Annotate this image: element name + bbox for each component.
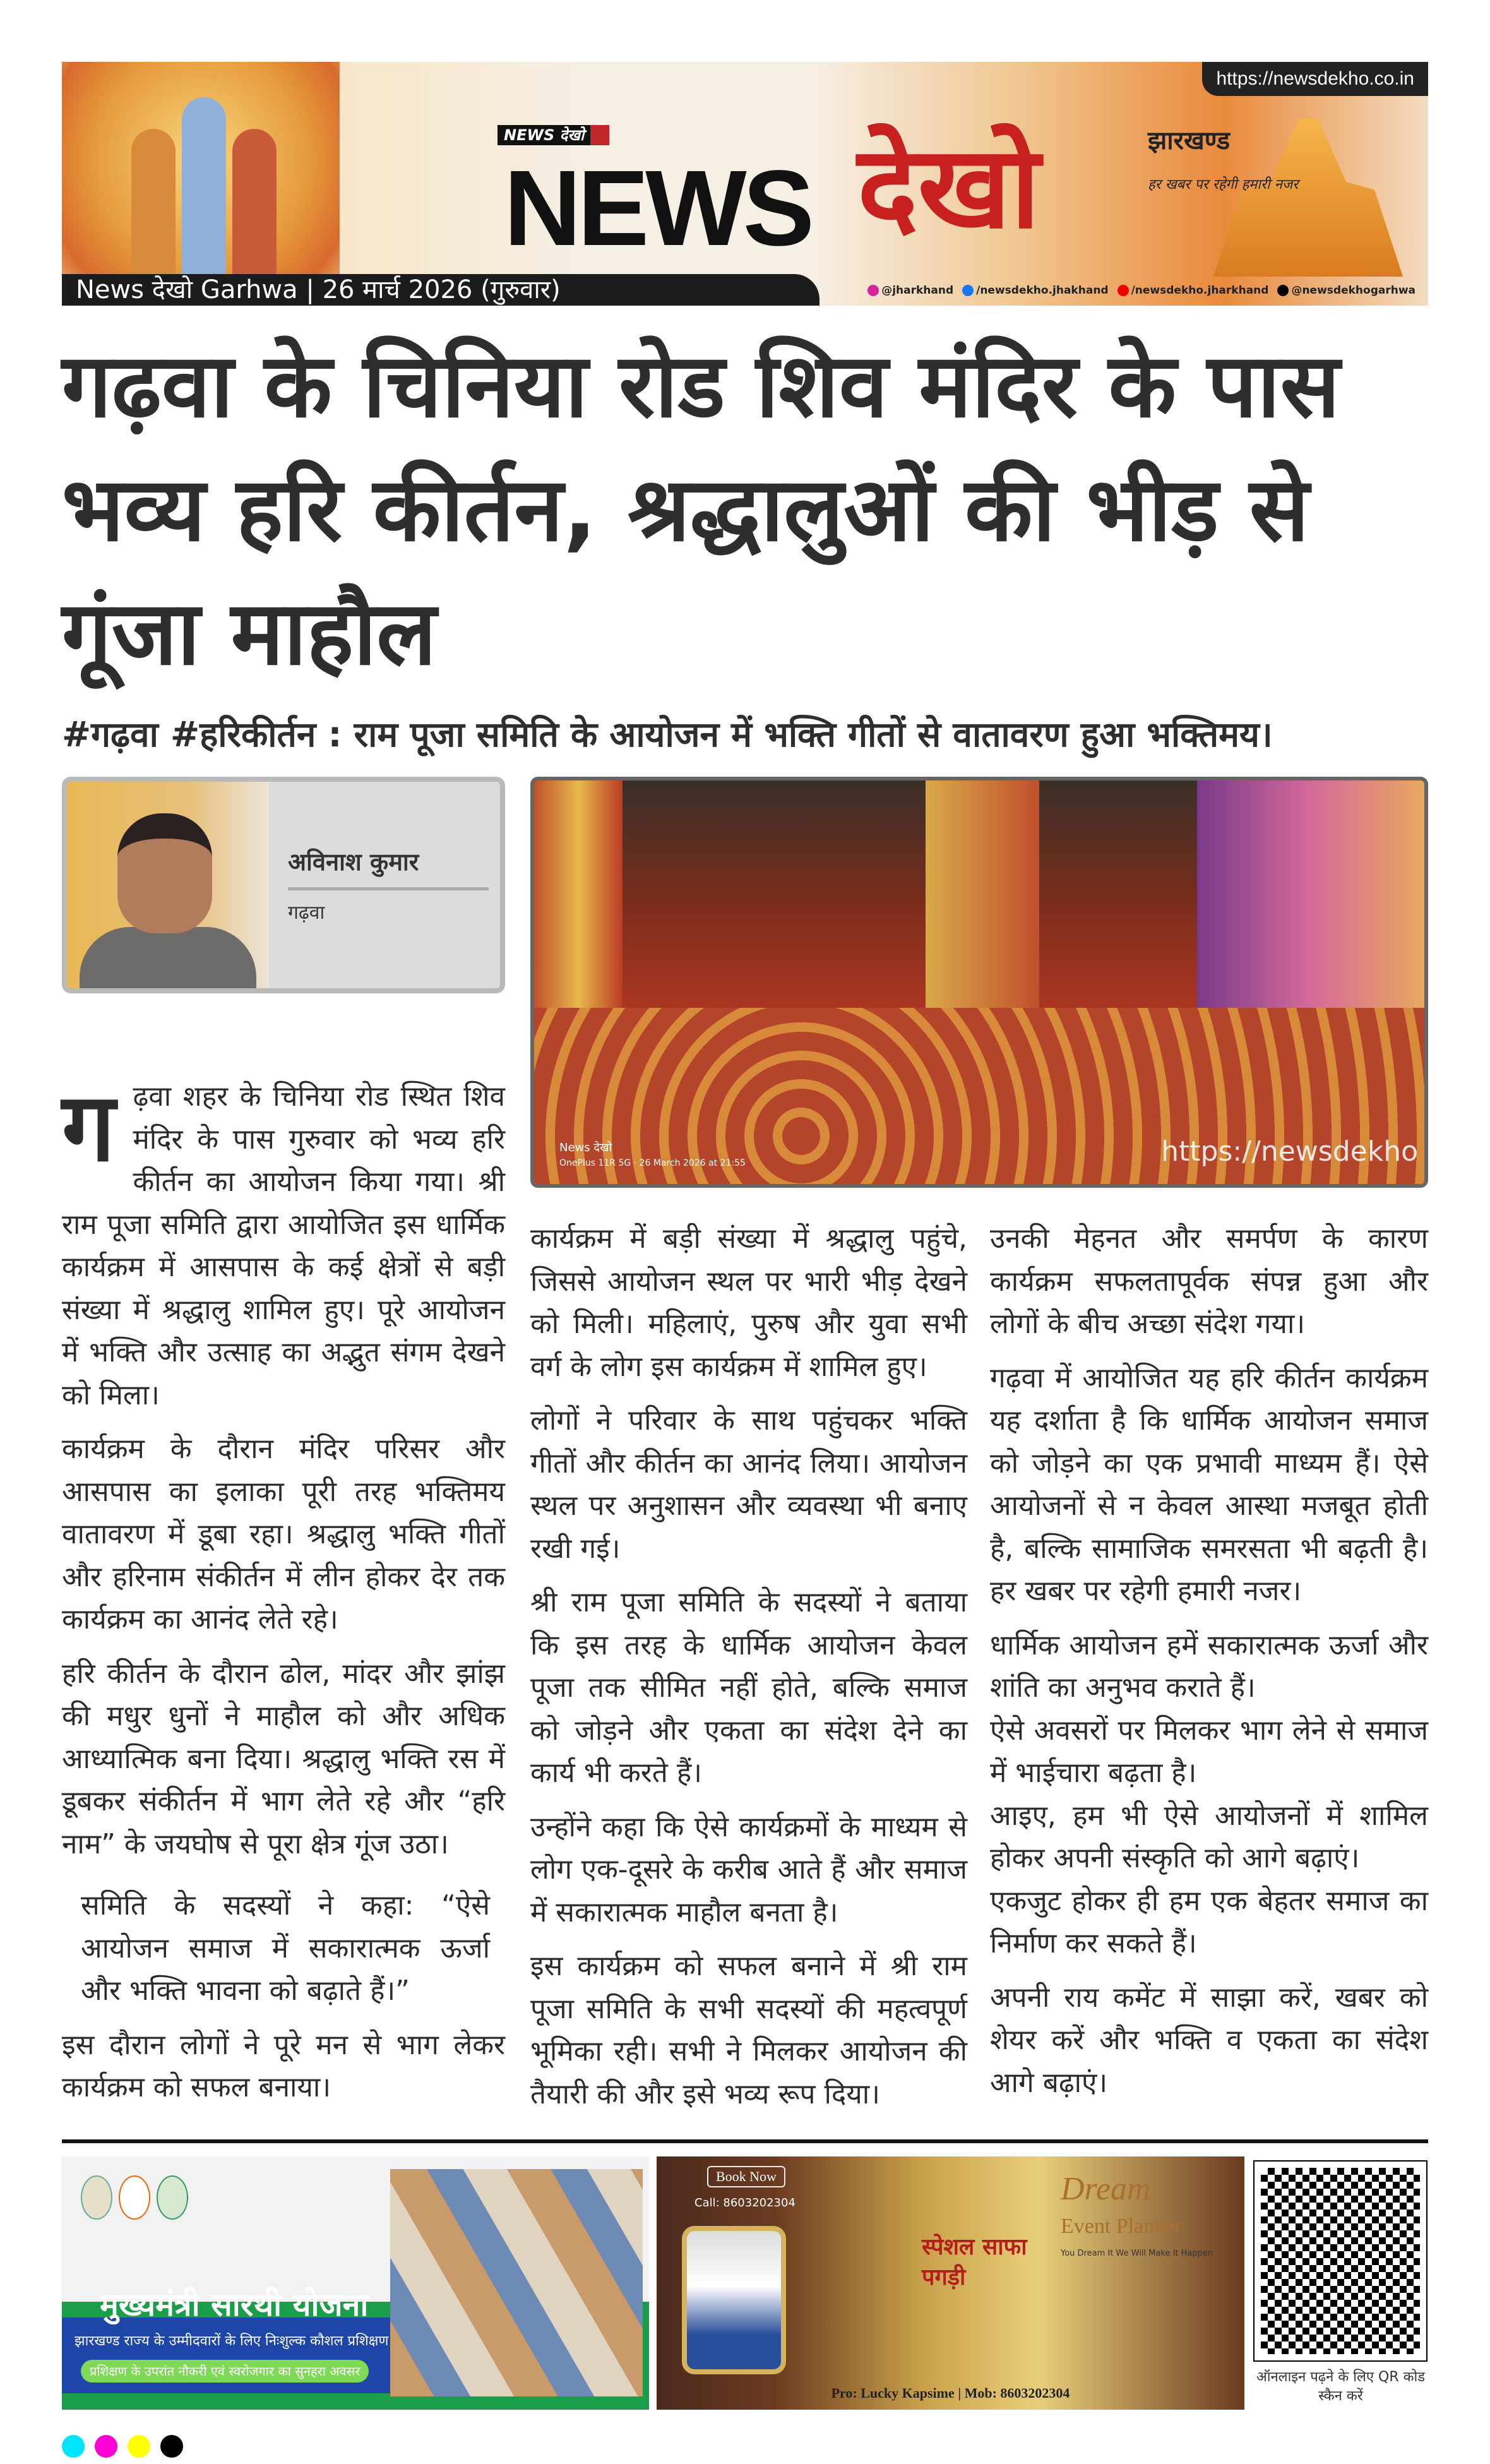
- ad-event-planner: Event Planner: [1061, 2215, 1182, 2239]
- ad-pill: प्रशिक्षण के उपरांत नौकरी एवं स्वरोजगार का सुनहरा अवसर: [81, 2360, 369, 2383]
- qr-block: [1252, 2156, 1429, 2410]
- author-box: [62, 777, 505, 993]
- paragraph: श्री राम पूजा समिति के सदस्यों ने बताया कि इस तरह के धार्मिक आयोजन केवल पूजा तक सीमित नहीं होते, बल्कि समाज को जोड़ने और एकता का संदेश देने का कार्य भी करते हैं।: [530, 1586, 967, 1790]
- paragraph: कार्यक्रम के दौरान मंदिर परिसर और आसपास का इलाका पूरी तरह भक्तिमय वातावरण में डूबा रहा। श्रद्धालु भक्ति गीतों और हरिनाम संकीर्तन में लीन होकर देर तक कार्यक्रम का आनंद लेते रहे।: [62, 1433, 505, 1636]
- paragraph: धार्मिक आयोजन हमें सकारात्मक ऊर्जा और शांति का अनुभव कराते हैं।: [990, 1629, 1428, 1704]
- drop-cap: ग: [62, 1073, 116, 1183]
- author-name: अविनाश कुमार: [288, 848, 419, 876]
- ad-photo-collage: [390, 2169, 643, 2396]
- article-column-2: [530, 1217, 967, 2127]
- paragraph: कार्यक्रम में बड़ी संख्या में श्रद्धालु पहुंचे, जिससे आयोजन स्थल पर भारी भीड़ देखने को मिली। महिलाएं, पुरुष और युवा सभी वर्ग के लोग इस कार्यक्रम में शामिल हुए।: [530, 1223, 967, 1383]
- social-handles: [867, 284, 1416, 297]
- newspaper-page: [62, 0, 1428, 2458]
- event-photo: [530, 777, 1428, 1188]
- photo-watermark: News देखो OnePlus 11R 5G · 26 March 2026 at 21:55: [559, 1141, 746, 1169]
- qr-code[interactable]: [1255, 2162, 1426, 2360]
- ad-slogan: You Dream It We Will Make It Happen: [1061, 2249, 1213, 2259]
- paragraph: इस कार्यक्रम को सफल बनाने में श्री राम पूजा समिति के सभी सदस्यों की महत्वपूर्ण भूमिका रही। सभी ने मिलकर आयोजन की तैयारी की और इसे भव्य रूप दिया।: [530, 1950, 967, 2110]
- article-column-1: [62, 1075, 505, 2109]
- paragraph: हरि कीर्तन के दौरान ढोल, मांदर और झांझ की मधुर धुनों ने माहौल को और अधिक आध्यात्मिक बना दिया। श्रद्धालु भक्ति रस में डूबकर संकीर्तन में भाग लेते रहे और “हरि नाम” के जयघोष से पूरा क्षेत्र गूंज उठा।: [62, 1657, 505, 1860]
- author-photo: [67, 782, 269, 988]
- yellow-print-mark: [128, 2435, 150, 2458]
- ad-phone: Call: 8603202304: [694, 2196, 796, 2210]
- book-now-label: Book Now: [707, 2166, 785, 2187]
- magenta-print-mark: [95, 2435, 117, 2458]
- left-column: [62, 777, 505, 2120]
- photo-url-watermark: https://newsdekho: [1161, 1135, 1418, 1168]
- youtube-icon: [1118, 285, 1129, 296]
- paragraph: उन्होंने कहा कि ऐसे कार्यक्रमों के माध्यम से लोग एक-दूसरे के करीब आते हैं और समाज में सकारात्मक माहौल बनता है।: [530, 1810, 967, 1929]
- paragraph: एकजुट होकर ही हम एक बेहतर समाज का निर्माण कर सकते हैं।: [990, 1884, 1428, 1960]
- paragraph: उनकी मेहनत और समर्पण के कारण कार्यक्रम सफलतापूर्वक संपन्न हुआ और लोगों के बीच अच्छा संदेश गया।: [990, 1223, 1428, 1341]
- headline: गढ़वा के चिनिया रोड शिव मंदिर के पास भव्य हरि कीर्तन, श्रद्धालुओं की भीड़ से गूंजा माहौल: [62, 335, 1340, 685]
- subheading: #गढ़वा #हरिकीर्तन : राम पूजा समिति के आयोजन में भक्ति गीतों से वातावरण हुआ भक्तिमय।: [62, 714, 1273, 755]
- edition-date-bar: News देखो Garhwa | 26 मार्च 2026 (गुरुवार): [62, 274, 820, 306]
- logo-dekho: देखो: [857, 122, 1040, 254]
- paragraph: अपनी राय कमेंट में साझा करें, खबर को शेयर करें और भक्ति व एकता का संदेश आगे बढ़ाएं।: [990, 1981, 1428, 2099]
- social-instagram[interactable]: [867, 284, 953, 297]
- paragraph: इस दौरान लोगों ने पूरे मन से भाग लेकर कार्यक्रम को सफल बनाया।: [62, 2028, 505, 2104]
- social-facebook[interactable]: [962, 284, 1108, 297]
- instagram-icon: [867, 285, 879, 296]
- temple-illustration: [1213, 119, 1403, 277]
- govt-logos: [81, 2175, 188, 2220]
- author-location: गढ़वा: [288, 902, 325, 924]
- social-youtube[interactable]: [1118, 284, 1269, 297]
- social-x[interactable]: [1277, 284, 1416, 297]
- logo-news: NEWS: [504, 148, 811, 268]
- ad-dream: Dream: [1061, 2171, 1151, 2208]
- cyan-print-mark: [62, 2435, 85, 2458]
- masthead-banner: [62, 62, 1428, 306]
- ad-dream-event-planner[interactable]: [657, 2156, 1244, 2410]
- social-label: @jharkhand: [881, 284, 954, 297]
- article-body: [62, 777, 1428, 2127]
- social-label: /newsdekho.jharkhand: [1131, 284, 1269, 297]
- facebook-icon: [962, 285, 974, 296]
- deities-illustration: [62, 62, 340, 306]
- x-icon: [1277, 285, 1289, 296]
- paragraph: लोगों ने परिवार के साथ पहुंचकर भक्ति गीतों और कीर्तन का आनंद लिया। आयोजन स्थल पर अनुशासन और व्यवस्था भी बनाए रखी गई।: [530, 1404, 967, 1565]
- paragraph: गढ़वा में आयोजित यह हरि कीर्तन कार्यक्रम यह दर्शाता है कि धार्मिक आयोजन समाज को जोड़ने का एक प्रभावी माध्यम हैं। ऐसे आयोजनों से न केवल आस्था मजबूत होती है, बल्कि सामाजिक समरसता भी बढ़ती है। हर खबर पर रहेगी हमारी नजर।: [990, 1361, 1428, 1608]
- right-area: [530, 777, 1428, 2127]
- ad-saarthi-yojana[interactable]: [62, 2156, 649, 2410]
- print-marks: [62, 2435, 1428, 2458]
- site-url[interactable]: https://newsdekho.co.in: [1202, 62, 1428, 96]
- divider: [288, 887, 489, 890]
- paragraph: ऐसे अवसरों पर मिलकर भाग लेने से समाज में भाईचारा बढ़ता है।: [990, 1714, 1428, 1790]
- ad-title: मुख्यमंत्री सारथी योजना: [100, 2287, 369, 2324]
- social-label: /newsdekho.jhakhand: [976, 284, 1109, 297]
- paragraph: गढ़वा शहर के चिनिया रोड स्थित शिव मंदिर के पास गुरुवार को भव्य हरि कीर्तन का आयोजन किया गया। श्री राम पूजा समिति द्वारा आयोजित इस धार्मिक कार्यक्रम में आसपास के कई क्षेत्रों से बड़ी संख्या में श्रद्धालु शामिल हुए। पूरे आयोजन में भक्ति और उत्साह का अद्भुत संगम देखने को मिला।: [62, 1073, 505, 1411]
- social-label: @newsdekhogarhwa: [1291, 284, 1416, 297]
- ad-subtitle: झारखण्ड राज्य के उम्मीदवारों के लिए निःशुल्क कौशल प्रशिक्षण: [74, 2333, 389, 2350]
- ad-person-photo: [682, 2226, 786, 2374]
- ad-footer: Pro: Lucky Kapsime | Mob: 8603202304: [831, 2385, 1070, 2401]
- logo-state: झारखण्ड: [1148, 126, 1231, 155]
- article-column-3: [990, 1217, 1428, 2127]
- qr-caption: ऑनलाइन पढ़ने के लिए QR कोड स्कैन करें: [1256, 2369, 1426, 2405]
- footer-divider: [62, 2139, 1428, 2143]
- ads-row: [62, 2156, 1428, 2410]
- tagline: हर खबर पर रहेगी हमारी नजर: [1148, 177, 1299, 193]
- ad-special: स्पेशल साफा पगड़ी: [922, 2234, 1027, 2291]
- logo-small: NEWS देखो: [498, 125, 609, 145]
- black-print-mark: [160, 2435, 183, 2458]
- paragraph: आइए, हम भी ऐसे आयोजनों में शामिल होकर अपनी संस्कृति को आगे बढ़ाएं।: [990, 1799, 1428, 1875]
- pull-quote: समिति के सदस्यों ने कहा: “ऐसे आयोजन समाज में सकारात्मक ऊर्जा और भक्ति भावना को बढ़ाते हैं।”: [81, 1889, 490, 2007]
